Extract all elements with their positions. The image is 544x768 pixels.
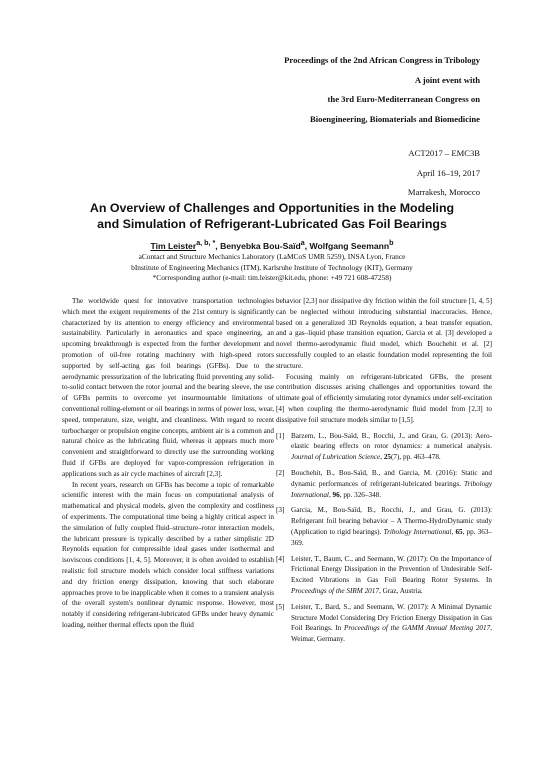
author-2: Benyebka Bou-Saïd <box>220 240 301 251</box>
reference-item: [2] Bouchehit, B., Bou-Saïd, B., and Garcia, M. (2016): Static and dynamic performances of refrigerant-lubricated bearings. Tribology International, 96, pp. 326–348. <box>276 468 493 499</box>
reference-pages: , Weimar, Germany. <box>291 624 492 644</box>
reference-list <box>276 431 492 645</box>
author-2-marks: a <box>300 239 305 247</box>
right-column <box>276 296 492 650</box>
header-line-1: Proceedings of the 2nd African Congress in Tribology <box>284 55 480 65</box>
reference-volume: 96 <box>332 490 340 499</box>
reference-item <box>276 602 492 645</box>
reference-number: [1] <box>276 431 285 440</box>
reference-number: [2] <box>276 468 285 477</box>
proceedings-header <box>284 51 480 203</box>
reference-venue: Proceedings of the GAMM Annual Meeting 2017 <box>343 624 491 633</box>
conference-code: ACT2017 – EMC3B <box>408 148 480 158</box>
author-3: Wolfgang Seemann <box>309 240 390 251</box>
reference-volume: 65 <box>455 527 463 536</box>
title-line-2: and Simulation of Refrigerant-Lubricated Gas Foil Bearings <box>97 217 447 231</box>
reference-venue: Journal of Lubrication Science <box>291 453 381 462</box>
reference-venue: Proceedings of the SIRM 2017 <box>291 586 379 595</box>
reference-volume: 25 <box>383 453 392 462</box>
paragraph: The worldwide quest for innovative transportation technologies which meet the exigent requirements of the 21st century is significantly characterized by its attention to energy efficiency and environmental sustainability. Particularly in aeronautics and space engineering, an upcoming breakthrough is expected from the further development and promotion of oil-free rotating machinery with high-speed rotors supported by self-acting gas foil bearings (GFBs). Due to the aerodynamic pressurization of the lubricating fluid preventing any solid-to-solid contact between the rotor journal and the bearing sleeve, the use of GFBs permits to overcome yet insurmountable limitations of conventional rolling-element or oil bearings in terms of power loss, wear, speed, temperature, size, weight, and cleanliness. With regard to recent turbocharger or propulsion engine concepts, ambient air is a common and natural choice as the lubricating fluid, whereas it appears much more convenient and straightforward to directly use the surrounding working fluid if GFBs are deployed for vapor-compression refrigeration in applications such as air cycle machines of aircraft [2,3]. <box>62 297 274 478</box>
reference-number: [4] <box>276 554 285 563</box>
affiliations <box>40 252 504 284</box>
reference-authors: Garcia, M., Bou-Saïd, B., Rocchi, J., and Grau, G. (2013): Refrigerant foil bearing behavior – A Thermo-HydroDynamic study (Application to rigid bearings). <box>291 506 492 536</box>
reference-authors: Leister, T., Baum, C., and Seemann, W. (2017): On the Importance of Frictional Energy Dissipation in the Prevention of Undesirable Self-Excited Vibrations in Gas Foil Bearing Rotor Systems. In <box>291 554 492 585</box>
author-1: Tim Leister <box>150 240 197 251</box>
reference-venue: Tribology International <box>291 479 493 499</box>
paragraph: In recent years, research on GFBs has become a topic of remarkable scientific interest with the main focus on computational analysis of mathematical and physical models, given the complexity and costliness of experiments. The computational time being a highly critical aspect in the simulation of fully coupled fluid–structure–rotor interaction models, the lubricant pressure is typically described by a rather simplistic 2D Reynolds equation for compressible ideal gases under isothermal and isoviscous conditions [1, 4, 5]. Moreover, it is often avoided to establish realistic foil structure models which consider local stiffness variations and dry friction energy dissipation, knowing that such elaborate approaches prove to be inapplicable when it comes to a transient analysis of the overall system's nonlinear dynamic response. However, most notably if considering refrigerant-lubricated GFBs under heavy dynamic loading, neither thermal effects upon the fluid <box>62 480 274 629</box>
author-list: Tim Leister$^{a, b, *}$, Benyebka Bou-Saïd$^a$, Wolfgang Seemann$^b$ <box>150 239 394 251</box>
reference-authors: Bouchehit, B., Bou-Saïd, B., and Garcia, M. (2016): Static and dynamic performances of refrigerant-lubricated bearings. <box>291 468 492 488</box>
reference-item <box>276 554 492 597</box>
conference-dates: April 16–19, 2017 <box>416 167 480 178</box>
reference-pages: (7), pp. 463–478. <box>391 453 441 462</box>
paragraph: behavior [2,3] nor dissipative dry friction within the foil structure [1, 4, 5] can be neglected without introducing substantial inaccuracies. Hence, based on a generalized 3D Reynolds equation, a heat transfer equation, and a gas–liquid phase transition equation, Garcia et al. [3] developed a novel thermo-aerodynamic fluid model, which Bouchehit et al. [2] successfully coupled to an elastic foundation model representing the foil structure. <box>276 297 492 370</box>
reference-number: [3] <box>276 506 285 515</box>
reference-pages: , Graz, Austria. <box>378 586 423 595</box>
reference-pages: , pp. 326–348. <box>339 490 382 499</box>
title-line-1: An Overview of Challenges and Opportunities in the Modeling <box>89 201 455 215</box>
reference-authors: Leister, T., Bard, S., and Seemann, W. (2017): A Minimal Dynamic Structure Model Considering Dry Friction Energy Dissipation in Gas Foil Bearings. In <box>291 602 492 633</box>
corresponding-author: *Corresponding author (e-mail: tim.leister@kit.edu, phone: +49 721 608-47258) <box>152 273 392 282</box>
header-line-3: the 3rd Euro-Mediterranean Congress on <box>327 94 480 104</box>
author-3-marks: b <box>389 239 394 247</box>
reference-number: [5] <box>276 602 285 611</box>
author-1-marks: a, b, * <box>196 239 216 247</box>
reference-authors: Barzem, L., Bou-Saïd, B., Rocchi, J., and Grau, G. (2013): Aero-elastic bearing effects on rotor dynamics: a numerical analysis. <box>291 431 492 451</box>
reference-pages: , pp. 363–369. <box>291 527 493 547</box>
affiliation-a: aContact and Structure Mechanics Laboratory (LaMCoS UMR 5259), INSA Lyon, France <box>138 252 406 261</box>
affiliation-b: bInstitute of Engineering Mechanics (ITM), Karlsruhe Institute of Technology (KIT), Germany <box>131 262 413 272</box>
header-line-2: A joint event with <box>414 74 480 85</box>
paper-title <box>40 200 504 232</box>
paragraph: Focusing mainly on refrigerant-lubricated GFBs, the present contribution discusses arising challenges and opportunities toward the ultimate goal of efficiently simulating rotor dynamics under self-excitation [4] when coupling the thermo-aerodynamic fluid model from [2,3] to dissipative foil structure models similar to [1,5]. <box>276 372 492 424</box>
reference-venue: Tribology International <box>383 527 452 536</box>
reference-item: [1] Barzem, L., Bou-Saïd, B., Rocchi, J., and Grau, G. (2013): Aero-elastic bearing effects on rotor dynamics: a numerical analysis. Journal of Lubrication Science, 25(7), pp. 463–478. <box>276 431 492 462</box>
header-line-4: Bioengineering, Biomaterials and Biomedicine <box>310 113 480 124</box>
left-column <box>62 296 274 631</box>
conference-place: Marrakesh, Morocco <box>407 187 480 197</box>
reference-item: [3] Garcia, M., Bou-Saïd, B., Rocchi, J., and Grau, G. (2013): Refrigerant foil bearing behavior – A Thermo-HydroDynamic study (Application to rigid bearings). Tribology International, 65, pp. 363–369. <box>276 506 493 547</box>
